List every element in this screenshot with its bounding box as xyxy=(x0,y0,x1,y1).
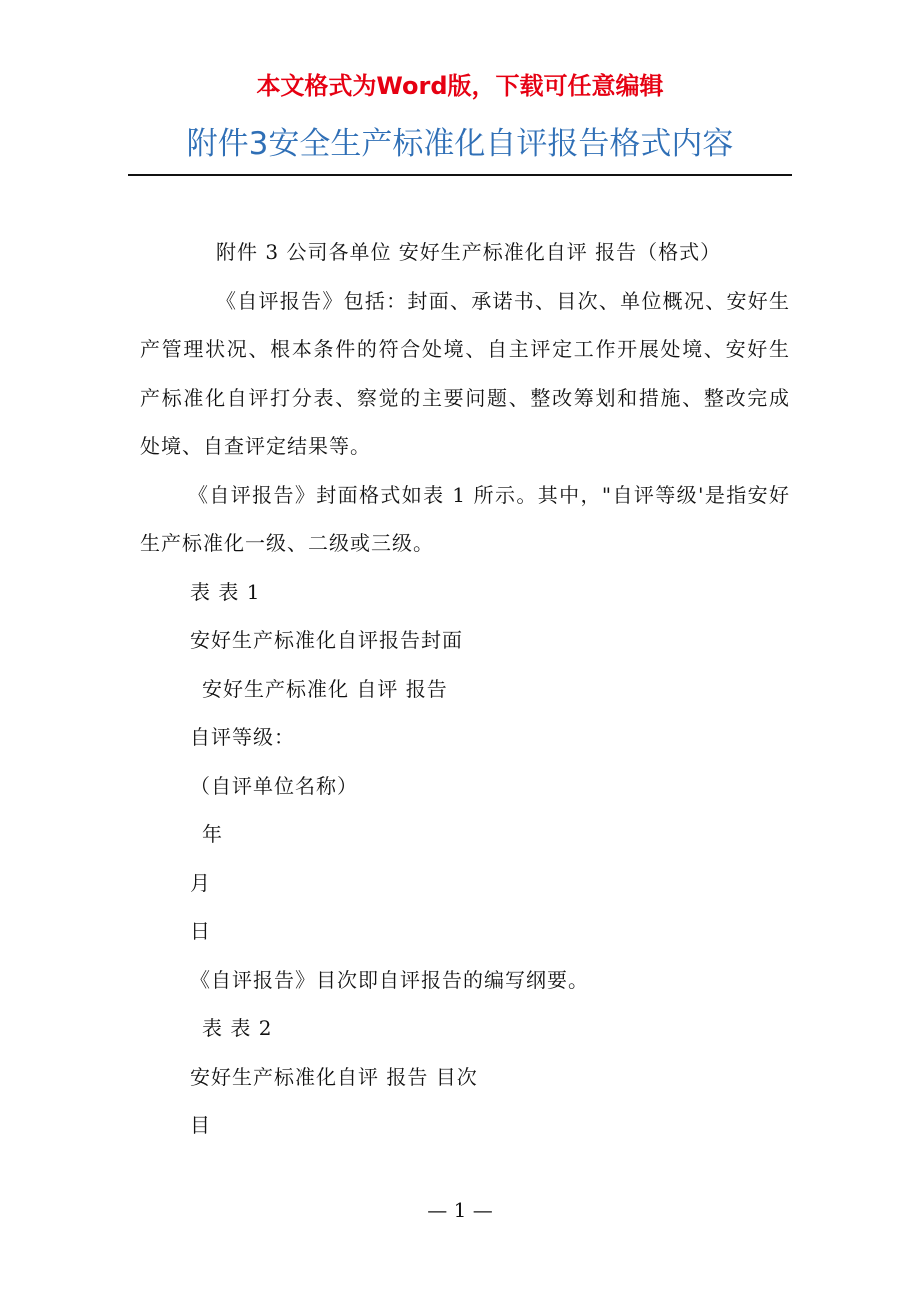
toc-heading: 安好生产标准化自评 报告 目次 xyxy=(190,1064,478,1089)
title-underline xyxy=(128,174,792,176)
document-title: 附件3安全生产标准化自评报告格式内容 xyxy=(186,126,734,162)
document-body xyxy=(140,228,790,1150)
table-2-label: 表 表 2 xyxy=(202,1016,273,1040)
download-banner: 本文格式为Word版，下载可任意编辑 xyxy=(256,72,664,100)
cover-year: 年 xyxy=(202,822,223,846)
table-1-label: 表 表 1 xyxy=(190,579,261,604)
paragraph-toc-note: 《自评报告》目次即自评报告的编写纲要。 xyxy=(190,967,589,992)
paragraph-cover-format: 《自评报告》封面格式如表 1 所示。其中，"自评等级'是指安好生产标准化一级、二级或三级。 xyxy=(140,482,790,555)
cover-title: 安好生产标准化 自评 报告 xyxy=(202,676,448,701)
cover-level: 自评等级： xyxy=(190,725,295,749)
cover-unit-name: （自评单位名称） xyxy=(190,773,358,798)
cover-day: 日 xyxy=(190,919,211,943)
cover-heading: 安好生产标准化自评报告封面 xyxy=(190,628,463,652)
paragraph-intro: 附件 3 公司各单位 安好生产标准化自评 报告（格式） xyxy=(216,240,722,264)
page-number: — 1 — xyxy=(427,1198,493,1222)
toc-start: 目 xyxy=(190,1113,211,1137)
cover-month: 月 xyxy=(190,870,211,895)
paragraph-contents: 《自评报告》包括：封面、承诺书、目次、单位概况、安好生产管理状况、根本条件的符合处境、自主评定工作开展处境、安好生产标准化自评打分表、察觉的主要问题、整改筹划和措施、整改完成处境、自查评定结果等。 xyxy=(140,288,790,458)
